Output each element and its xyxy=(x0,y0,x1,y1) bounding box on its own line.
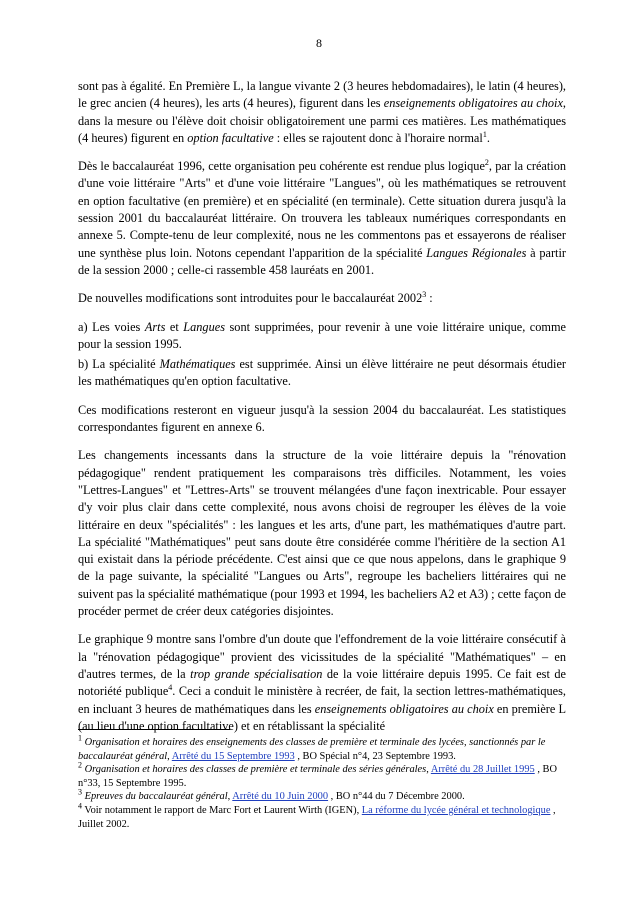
footnote-title: Organisation et horaires des enseignements des classes de première et terminale des lycées, sanctionnés par le baccalauréat général xyxy=(78,737,546,762)
emphasis: Langues xyxy=(183,319,225,334)
text-run: . Ceci a conduit le ministère à recréer, de fait, la section lettres-mathématiques, en incluant 3 heures de mathématiques dans les xyxy=(78,684,566,716)
footnote-ref[interactable]: 4 xyxy=(168,683,173,693)
footnote-number: 4 xyxy=(78,801,82,811)
text-run: Les changements incessants dans la structure de la voie littéraire depuis la "rénovation pédagogique" rendent pratiquement les comparaisons très difficiles. Notamment, les voies "Lettres-Langues" et "Lettres-Arts" se trouvent mélangées d'une façon inextricable. Pour essayer d'y voir plus clair dans cette complexité, nous avons choisi de regrouper les élèves de la voie littéraire en deux "spécialités" : les langues et les arts, d'une part, les mathématiques d'autre part. La spécialité "Mathématiques" peut sans doute être considérée comme l'héritière de la section A1 qui existait dans la période précédente. C'est ainsi que ce que nous appelons, dans le graphique 9 de la page suivante, la spécialité "Langues ou Arts", regroupe les bacheliers littéraires qui ne suivent pas la spécialité mathématique (pour 1993 et 1994, les bacheliers A2 et A3) ; cette façon de procéder permet de créer deux catégories disjointes. xyxy=(78,448,566,619)
body-text xyxy=(78,78,566,746)
text-run: et xyxy=(165,319,184,334)
paragraph-5 xyxy=(78,356,566,391)
footnote-4 xyxy=(78,801,566,831)
emphasis: Mathématiques xyxy=(159,357,236,372)
footnote-ref[interactable]: 3 xyxy=(422,290,427,300)
paragraph-7 xyxy=(78,447,566,620)
text-run: De nouvelles modifications sont introduites pour le baccalauréat 2002 xyxy=(78,291,423,306)
text-run: à partir de la session 2000 ; celle-ci rassemble 458 lauréats en 2001. xyxy=(78,245,566,277)
text-run: , par la création d'une voie littéraire "Arts" et d'une voie littéraire "Langues", où les mathématiques se retrouvent en option facultative (en première) et en spécialité (en terminale). Cette situation durera jusqu'à la session 2001 du baccalauréat littéraire. On trouvera les tableaux numériques correspondants en annexe 5. Compte-tenu de leur complexité, nous ne les commentons pas et essayerons de réaliser une synthèse plus loin. Notons cependant l'apparition de la spécialité xyxy=(78,159,566,260)
footnote-1 xyxy=(78,733,566,763)
text-run: , BO n°44 du 7 Décembre 2000. xyxy=(328,791,465,803)
footnote-ref[interactable]: 2 xyxy=(484,158,489,168)
emphasis: Langues Régionales xyxy=(426,245,527,260)
page-number: 8 xyxy=(316,36,322,50)
text-run: b) La spécialité xyxy=(78,357,160,372)
paragraph-3 xyxy=(78,290,566,307)
footnotes xyxy=(78,733,566,831)
footnote-title: Epreuves du baccalauréat général xyxy=(84,791,228,803)
footnote-3 xyxy=(78,787,566,804)
text-run: sont pas à égalité. En Première L, la langue vivante 2 (3 heures hebdomadaires), le latin (4 heures), le grec ancien (4 heures), les arts (4 heures), figurent dans les xyxy=(78,79,566,111)
text-run: , BO n°33, 15 Septembre 1995. xyxy=(78,764,557,789)
text-run: Ces modifications resteront en vigueur jusqu'à la session 2004 du baccalauréat. Les statistiques correspondantes figurent en annexe 6. xyxy=(78,402,566,435)
footnote-separator xyxy=(78,729,230,730)
text-run: , xyxy=(227,791,233,803)
text-run: sont supprimées, pour revenir à une voie littéraire unique, comme pour la session 1995. xyxy=(78,319,566,351)
footnote-number: 2 xyxy=(78,760,82,770)
text-run: Dès le baccalauréat 1996, cette organisation peu cohérente est rendue plus logique xyxy=(78,159,485,174)
emphasis: Arts xyxy=(144,319,166,334)
text-run: Le graphique 9 montre sans l'ombre d'un doute que l'effondrement de la voie littéraire consécutif à la "rénovation pédagogique" provient des vicissitudes de la spécialité "Mathématiques" – en d'autres termes, de la xyxy=(78,632,566,681)
text-run: est supprimée. Ainsi un élève littéraire ne peut désormais étudier les mathématiques qu'en option facultative. xyxy=(78,357,567,389)
emphasis: trop grande spécialisation xyxy=(190,666,323,681)
text-run: , xyxy=(167,750,172,762)
footnote-ref[interactable]: 1 xyxy=(482,129,487,139)
emphasis: enseignements obligatoires au choix xyxy=(383,96,563,111)
paragraph-1 xyxy=(78,78,566,147)
text-run: de la voie littéraire depuis 1995. Ce fait est de notoriété publique xyxy=(78,666,566,699)
footnote-link[interactable]: La réforme du lycée général et technologique xyxy=(361,804,551,816)
text-run: Voir notamment le rapport de Marc Fort et Laurent Wirth (IGEN), xyxy=(84,804,362,816)
text-run: : xyxy=(426,291,433,306)
text-run: , xyxy=(426,764,431,776)
text-run: , Juillet 2002. xyxy=(78,804,556,830)
text-run: , dans la mesure ou l'élève doit choisir obligatoirement une parmi ces matières. Les mathématiques (4 heures) figurent en xyxy=(78,96,566,145)
footnote-2 xyxy=(78,760,566,790)
footnote-link[interactable]: Arrêté du 28 Juillet 1995 xyxy=(430,764,535,776)
footnote-number: 1 xyxy=(78,733,82,743)
emphasis: option facultative xyxy=(187,130,274,145)
footnote-link[interactable]: Arrêté du 10 Juin 2000 xyxy=(232,791,329,803)
text-run: , BO Spécial n°4, 23 Septembre 1993. xyxy=(294,750,456,762)
paragraph-6 xyxy=(78,402,566,437)
paragraph-8 xyxy=(78,631,566,735)
text-run: : elles se rajoutent donc à l'horaire normal xyxy=(273,130,483,145)
footnote-link[interactable]: Arrêté du 15 Septembre 1993 xyxy=(171,750,295,762)
text-run: a) Les voies xyxy=(78,319,145,334)
footnote-number: 3 xyxy=(78,787,82,797)
text-run: en première L (au lieu d'une option facultative) et en rétablissant la spécialité xyxy=(78,701,566,733)
text-run: . xyxy=(486,130,490,145)
emphasis: enseignements obligatoires au choix xyxy=(314,701,494,716)
paragraph-4 xyxy=(78,319,566,354)
footnote-title: Organisation et horaires des classes de première et terminale des séries générales xyxy=(84,764,427,776)
paragraph-2 xyxy=(78,158,566,279)
